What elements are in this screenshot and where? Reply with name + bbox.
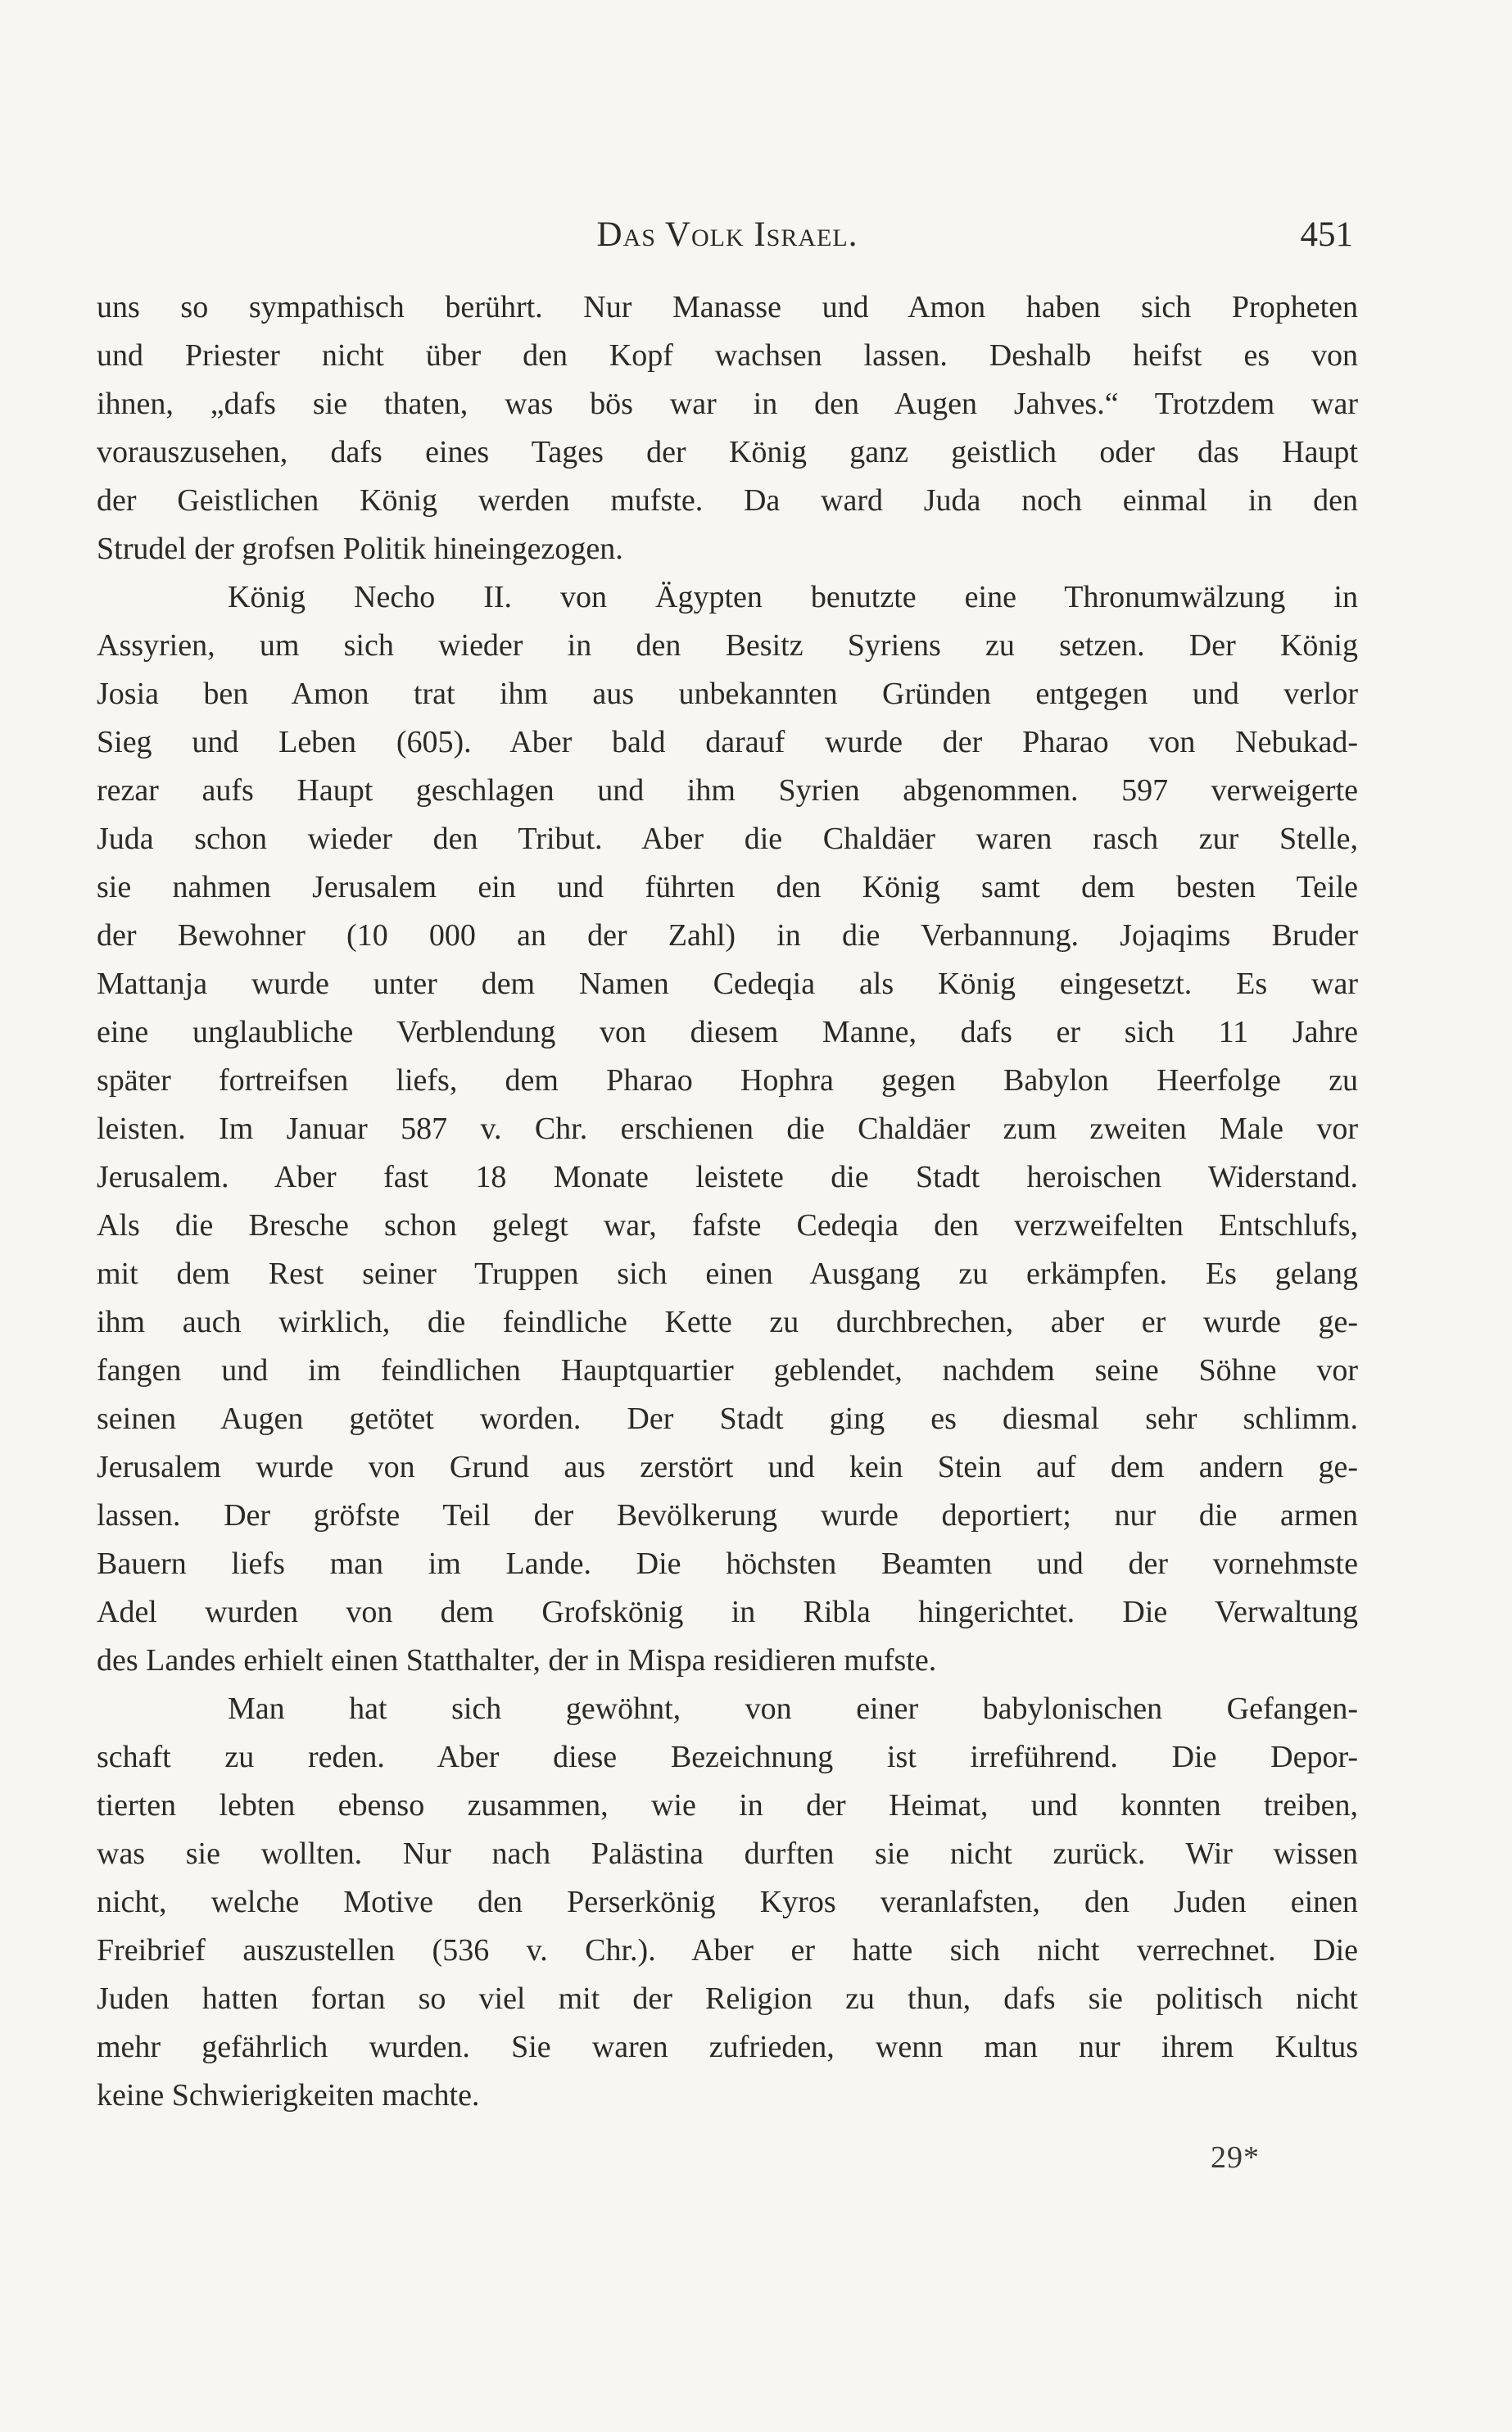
text-line: Mattanja wurde unter dem Namen Cedeqia als König eingesetzt. Es war (97, 967, 1358, 1001)
text-line: was sie wollten. Nur nach Palästina durften sie nicht zurück. Wir wissen (97, 1836, 1358, 1871)
text-line: keine Schwierigkeiten machte. (97, 2078, 480, 2113)
text-line: Juda schon wieder den Tribut. Aber die Chaldäer waren rasch zur Stelle, (97, 822, 1358, 856)
text-line: nicht, welche Motive den Perserkönig Kyros veranlafsten, den Juden einen (97, 1885, 1358, 1919)
text-line: der Bewohner (10 000 an der Zahl) in die Verbannung. Jojaqims Bruder (97, 918, 1358, 953)
text-line: tierten lebten ebenso zusammen, wie in der Heimat, und konnten treiben, (97, 1788, 1358, 1823)
text-line: Jerusalem wurde von Grund aus zerstört und kein Stein auf dem andern ge- (97, 1450, 1358, 1484)
text-line: Strudel der grofsen Politik hineingezogen. (97, 532, 623, 566)
text-line: ihnen, „dafs sie thaten, was bös war in den Augen Jahves.“ Trotzdem war (97, 387, 1358, 421)
running-title: Das Volk Israel. (596, 215, 858, 254)
text-line: Als die Bresche schon gelegt war, fafste Cedeqia den verzweifelten Entschlufs, (97, 1208, 1358, 1243)
text-line: Assyrien, um sich wieder in den Besitz Syriens zu setzen. Der König (97, 628, 1358, 663)
text-line: Adel wurden von dem Grofskönig in Ribla hingerichtet. Die Verwaltung (97, 1595, 1358, 1629)
text-line: seinen Augen getötet worden. Der Stadt ging es diesmal sehr schlimm. (97, 1402, 1358, 1436)
text-line: Man hat sich gewöhnt, von einer babylonischen Gefangen- (228, 1692, 1358, 1726)
text-line: mehr gefährlich wurden. Sie waren zufrieden, wenn man nur ihrem Kultus (97, 2030, 1358, 2064)
text-line: Bauern liefs man im Lande. Die höchsten Beamten und der vornehmste (97, 1547, 1358, 1581)
text-line: später fortreifsen liefs, dem Pharao Hophra gegen Babylon Heerfolge zu (97, 1063, 1358, 1098)
text-line: und Priester nicht über den Kopf wachsen lassen. Deshalb heifst es von (97, 338, 1358, 373)
body-text (97, 283, 1358, 2120)
text-line: eine unglaubliche Verblendung von diesem Manne, dafs er sich 11 Jahre (97, 1015, 1358, 1049)
text-line: vorauszusehen, dafs eines Tages der König ganz geistlich oder das Haupt (97, 435, 1358, 469)
text-line: fangen und im feindlichen Hauptquartier geblendet, nachdem seine Söhne vor (97, 1353, 1358, 1388)
text-line: leisten. Im Januar 587 v. Chr. erschienen die Chaldäer zum zweiten Male vor (97, 1112, 1358, 1146)
text-line: des Landes erhielt einen Statthalter, der in Mispa residieren mufste. (97, 1643, 937, 1678)
text-line: Sieg und Leben (605). Aber bald darauf wurde der Pharao von Nebukad- (97, 725, 1358, 759)
running-head (97, 215, 1358, 264)
page-number: 451 (1300, 215, 1353, 254)
text-line: Juden hatten fortan so viel mit der Religion zu thun, dafs sie politisch nicht (97, 1981, 1358, 2016)
text-line: mit dem Rest seiner Truppen sich einen Ausgang zu erkämpfen. Es gelang (97, 1257, 1358, 1291)
text-line: uns so sympathisch berührt. Nur Manasse und Amon haben sich Propheten (97, 290, 1358, 324)
text-line: sie nahmen Jerusalem ein und führten den König samt dem besten Teile (97, 870, 1358, 904)
text-line: König Necho II. von Ägypten benutzte eine Thronumwälzung in (228, 580, 1358, 614)
text-line: Josia ben Amon trat ihm aus unbekannten Gründen entgegen und verlor (97, 677, 1358, 711)
text-line: ihm auch wirklich, die feindliche Kette zu durchbrechen, aber er wurde ge- (97, 1305, 1358, 1339)
text-line: der Geistlichen König werden mufste. Da ward Juda noch einmal in den (97, 483, 1358, 518)
text-line: Jerusalem. Aber fast 18 Monate leistete die Stadt heroischen Widerstand. (97, 1160, 1358, 1194)
text-line: rezar aufs Haupt geschlagen und ihm Syrien abgenommen. 597 verweigerte (97, 773, 1358, 808)
text-line: schaft zu reden. Aber diese Bezeichnung ist irreführend. Die Depor- (97, 1740, 1358, 1774)
signature-mark: 29* (1211, 2140, 1260, 2175)
text-line: Freibrief auszustellen (536 v. Chr.). Aber er hatte sich nicht verrechnet. Die (97, 1933, 1358, 1968)
text-line: lassen. Der gröfste Teil der Bevölkerung wurde deportiert; nur die armen (97, 1498, 1358, 1533)
